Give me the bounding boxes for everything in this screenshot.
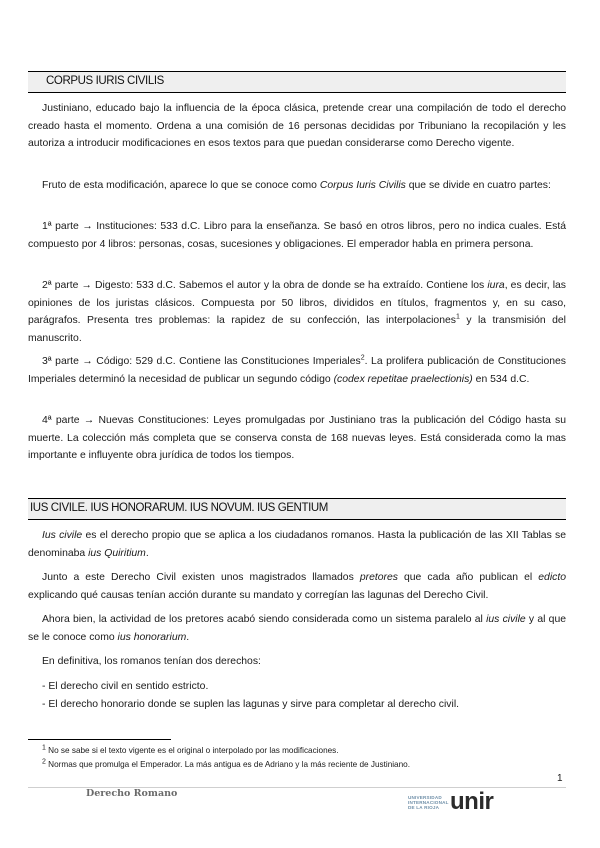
footnote-ref-2: 2 bbox=[360, 354, 365, 362]
section-title: CORPUS IURIS CIVILIS bbox=[46, 75, 164, 87]
paragraph-part-1: 1ª parte → Instituciones: 533 d.C. Libro para la enseñanza. Se basó en otros libros, pero no indica cuales. Está compuesto por 4 libros: personas, cosas, sucesiones y obligaciones. El emperador habla en primera persona. bbox=[28, 221, 566, 250]
paragraph-part-2: 2ª parte → Digesto: 533 d.C. Sabemos el autor y la obra de donde se ha extraído. Contiene los iura, es decir, las opiniones de los juristas clásicos. Compuesta por 50 libros, divididos en títulos, fragmentos y, en su caso, parágrafos. Presenta tres problemas: la rapidez de su confección, las interpolaciones$^1$ y la transmisión del manuscrito. bbox=[28, 280, 566, 344]
paragraph-part-3: 3ª parte → Código: 529 d.C. Contiene las Constituciones Imperiales$^2$. La prolifera publicación de Constituciones Imperiales determinó la necesidad de publicar un segundo código (codex repetitae praelectionis) en 534 d.C. bbox=[28, 354, 566, 385]
footnote-2: $^2$ Normas que promulga el Emperador. La más antigua es de Adriano y la más reciente de Justiniano. bbox=[42, 757, 410, 769]
list-item: - El derecho honorario donde se suplen las lagunas y sirve para completar al derecho civil. bbox=[42, 698, 460, 710]
list-item: - El derecho civil en sentido estricto. bbox=[42, 681, 209, 692]
footnote-ref-1: 1 bbox=[455, 313, 460, 321]
section-title: IUS CIVILE. IUS HONORARUM. IUS NOVUM. IUS GENTIUM bbox=[30, 502, 328, 514]
paragraph-part-4: 4ª parte → Nuevas Constituciones: Leyes promulgadas por Justiniano tras la publicación del Código hasta su muerte. La colección más completa que se conserva consta de 168 nuevas leyes. Está considerada como la mas importante e influyente obra jurídica de todos los tiempos. bbox=[28, 415, 566, 461]
university-logo-text: UNIVERSIDAD INTERNACIONAL DE LA RIOJA bbox=[408, 795, 449, 811]
paragraph: Ahora bien, la actividad de los pretores acabó siendo considerada como un sistema paralelo al ius civile y al que se le conoce como ius honorarium. bbox=[28, 614, 567, 643]
footer-subject: Derecho Romano bbox=[86, 788, 178, 799]
footnotes bbox=[42, 744, 562, 771]
footnote-1: $^1$ No se sabe si el texto vigente es el original o interpolado por las modificaciones. bbox=[42, 744, 339, 755]
paragraph: Ius civile es el derecho propio que se aplica a los ciudadanos romanos. Hasta la publicación de las XII Tablas se denominaba ius Quiritium. bbox=[28, 530, 567, 559]
page-number: 1 bbox=[557, 773, 563, 784]
section-heading-corpus bbox=[28, 71, 566, 93]
unir-logo: unir bbox=[450, 788, 494, 815]
paragraph: Fruto de esta modificación, aparece lo que se conoce como Corpus Iuris Civilis que se divide en cuatro partes: bbox=[42, 180, 551, 191]
rights-list bbox=[42, 678, 562, 713]
paragraph: En definitiva, los romanos tenían dos derechos: bbox=[42, 656, 261, 667]
paragraph: Junto a este Derecho Civil existen unos magistrados llamados pretores que cada año publican el edicto explicando qué causas tenían acción durante su mandato y corregían las lagunas del Derecho Civil. bbox=[28, 572, 566, 601]
section-heading-ius bbox=[28, 498, 566, 520]
footnote-divider bbox=[28, 739, 171, 740]
paragraph: Justiniano, educado bajo la influencia de la época clásica, pretende crear una compilación de todo el derecho creado hasta el momento. Ordena a una comisión de 16 personas decididas por Tribuniano la recopilación y les autoriza a introducir modificaciones en esos textos para que puedan considerarse como Derecho vigente. bbox=[28, 103, 566, 149]
